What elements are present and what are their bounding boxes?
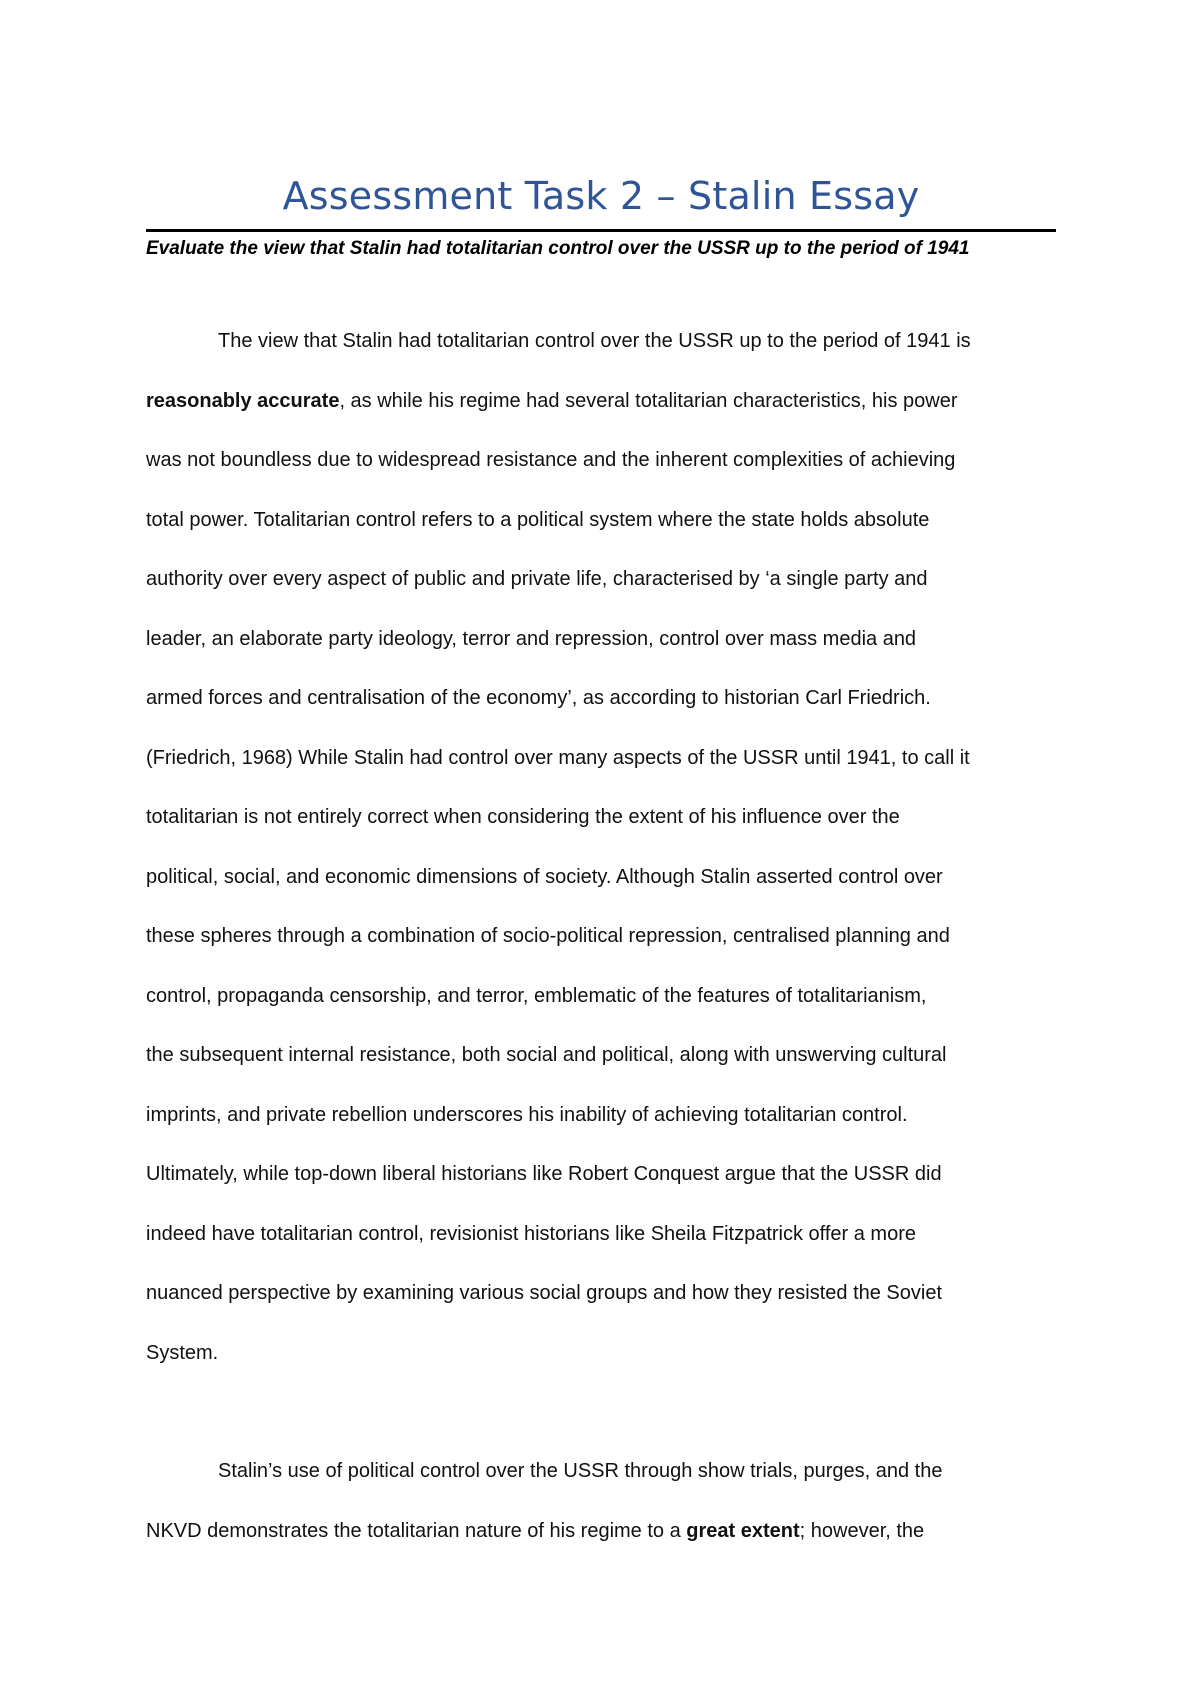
text-line: political, social, and economic dimensions of society. Although Stalin asserted control over: [146, 865, 943, 888]
text-line: imprints, and private rebellion underscores his inability of achieving totalitarian control.: [146, 1103, 908, 1126]
text-span: ; however, the: [799, 1519, 925, 1542]
text-line: authority over every aspect of public and private life, characterised by ‘a single party and: [146, 568, 928, 590]
text-line: Ultimately, while top-down liberal historians like Robert Conquest argue that the USSR did: [146, 1163, 942, 1185]
text-line: nuanced perspective by examining various social groups and how they resisted the Soviet: [146, 1282, 943, 1304]
text-line: total power. Totalitarian control refers to a political system where the state holds absolute: [146, 508, 930, 531]
text-line: these spheres through a combination of socio-political repression, centralised planning and: [146, 925, 950, 947]
title-underline: [146, 229, 1056, 232]
text-line: the subsequent internal resistance, both social and political, along with unswerving cultural: [146, 1044, 947, 1066]
text-line: [146, 372, 1066, 432]
paragraph-political-control: [146, 1442, 1066, 1561]
text-line: leader, an elaborate party ideology, terror and repression, control over mass media and: [146, 627, 917, 650]
text-line: armed forces and centralisation of the economy’, as according to historian Carl Friedrich.: [146, 687, 931, 709]
text-span: NKVD demonstrates the totalitarian nature of his regime to a: [146, 1519, 687, 1542]
text-line: control, propaganda censorship, and terror, emblematic of the features of totalitarianism,: [146, 984, 927, 1007]
page-title: Assessment Task 2 – Stalin Essay: [282, 174, 920, 218]
text-line: System.: [146, 1341, 219, 1364]
text-line: indeed have totalitarian control, revisionist historians like Sheila Fitzpatrick offer a more: [146, 1222, 916, 1245]
text-line: Stalin’s use of political control over the USSR through show trials, purges, and the: [218, 1460, 943, 1482]
text-line: The view that Stalin had totalitarian control over the USSR up to the period of 1941 is: [218, 330, 971, 352]
emphasis-text: great extent: [686, 1519, 800, 1542]
text-line: was not boundless due to widespread resistance and the inherent complexities of achieving: [146, 449, 956, 471]
text-line: [146, 1502, 1066, 1562]
text-line: totalitarian is not entirely correct when considering the extent of his influence over the: [146, 806, 900, 828]
text-span: , as while his regime had several totalitarian characteristics, his power: [339, 389, 958, 412]
emphasis-text: reasonably accurate: [146, 389, 340, 412]
paragraph-introduction: [146, 312, 1066, 1383]
essay-question: Evaluate the view that Stalin had totalitarian control over the USSR up to the period of 1941: [146, 238, 970, 259]
text-line: (Friedrich, 1968) While Stalin had control over many aspects of the USSR until 1941, to call it: [146, 746, 970, 769]
